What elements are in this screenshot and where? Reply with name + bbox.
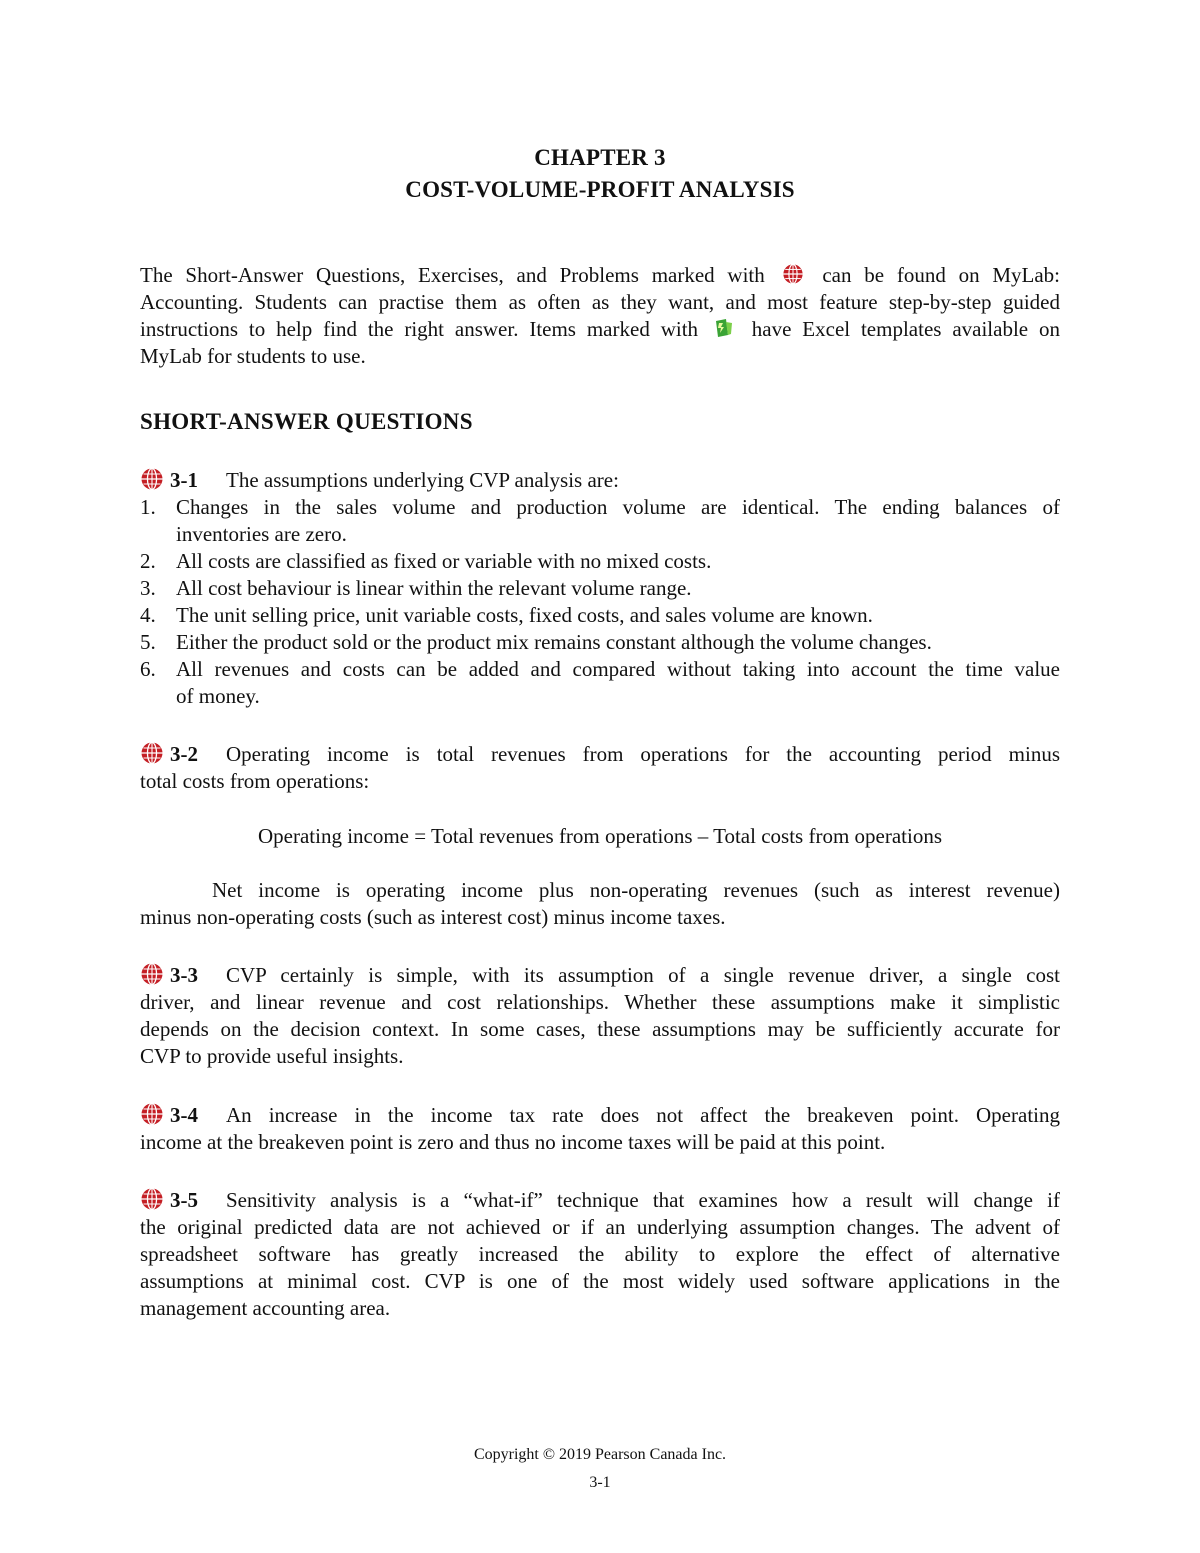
mylab-globe-icon (140, 962, 164, 986)
operating-income-equation: Operating income = Total revenues from operations – Total costs from operations (257, 824, 943, 848)
question-3-1-lead: 3-1 The assumptions underlying CVP analysis are: (140, 467, 1060, 494)
list-item: 5. Either the product sold or the product mix remains constant although the volume changes. (140, 630, 932, 654)
question-number: 3-3 (170, 963, 198, 987)
question-3-2: 3-2 Operating income is total revenues from operations for the accounting period minus total costs from operations: (140, 742, 1060, 793)
question-number: 3-4 (170, 1103, 198, 1127)
intro-line-4: MyLab for students to use. (140, 344, 366, 368)
mylab-globe-icon (140, 1102, 164, 1126)
excel-template-icon (713, 317, 735, 339)
chapter-number: CHAPTER 3 (534, 145, 666, 170)
mylab-globe-icon (140, 1187, 164, 1211)
list-item: 2. All costs are classified as fixed or variable with no mixed costs. (140, 549, 712, 573)
question-3-5: 3-5 Sensitivity analysis is a “what-if” technique that examines how a result will change if the original predicted data are not achieved or if an underlying assumption changes. The advent of spreadsheet software has greatly increased the ability to explore the effect of alternative assumptions at minimal cost. CVP is one of the most widely used software applications in the management accounting area. (140, 1188, 1060, 1320)
intro-line-2: Accounting. Students can practise them as often as they want, and most feature step-by-step guided (140, 290, 1060, 314)
question-3-3: 3-3 CVP certainly is simple, with its assumption of a single revenue driver, a single cost driver, and linear revenue and cost relationships. Whether these assumptions make it simplistic depends on the decision context. In some cases, these assumptions may be sufficiently accurate for CVP to provide useful insights. (140, 963, 1060, 1068)
mylab-globe-icon (140, 741, 164, 765)
list-item: 3. All cost behaviour is linear within the relevant volume range. (140, 576, 692, 600)
intro-line-3: instructions to help find the right answer. Items marked with have Excel templates available on (140, 317, 1060, 341)
page-number: 3-1 (589, 1474, 611, 1491)
mylab-globe-icon (140, 467, 164, 491)
chapter-title: COST-VOLUME-PROFIT ANALYSIS (405, 177, 795, 202)
intro-line-1: The Short-Answer Questions, Exercises, and Problems marked with can be found on MyLab: (140, 263, 1061, 287)
net-income-paragraph: Net income is operating income plus non-operating revenues (such as interest revenue) minus non-operating costs (such as interest cost) minus income taxes. (140, 878, 1060, 929)
list-item: 4. The unit selling price, unit variable costs, fixed costs, and sales volume are known. (140, 603, 873, 627)
mylab-globe-icon (782, 263, 804, 285)
section-heading: SHORT-ANSWER QUESTIONS (140, 409, 473, 434)
question-number: 3-1 (170, 468, 198, 492)
question-number: 3-2 (170, 742, 198, 766)
copyright-notice: Copyright © 2019 Pearson Canada Inc. (473, 1446, 727, 1463)
question-3-4: 3-4 An increase in the income tax rate does not affect the breakeven point. Operating income at the breakeven point is zero and thus no income taxes will be paid at this point. (140, 1103, 1060, 1154)
list-item: 6. All revenues and costs can be added and compared without taking into account the time value of money. (140, 657, 1060, 708)
intro-paragraph (140, 262, 1060, 370)
question-number: 3-5 (170, 1188, 198, 1212)
list-item: 1. Changes in the sales volume and production volume are identical. The ending balances of inventories are zero. (140, 495, 1060, 546)
